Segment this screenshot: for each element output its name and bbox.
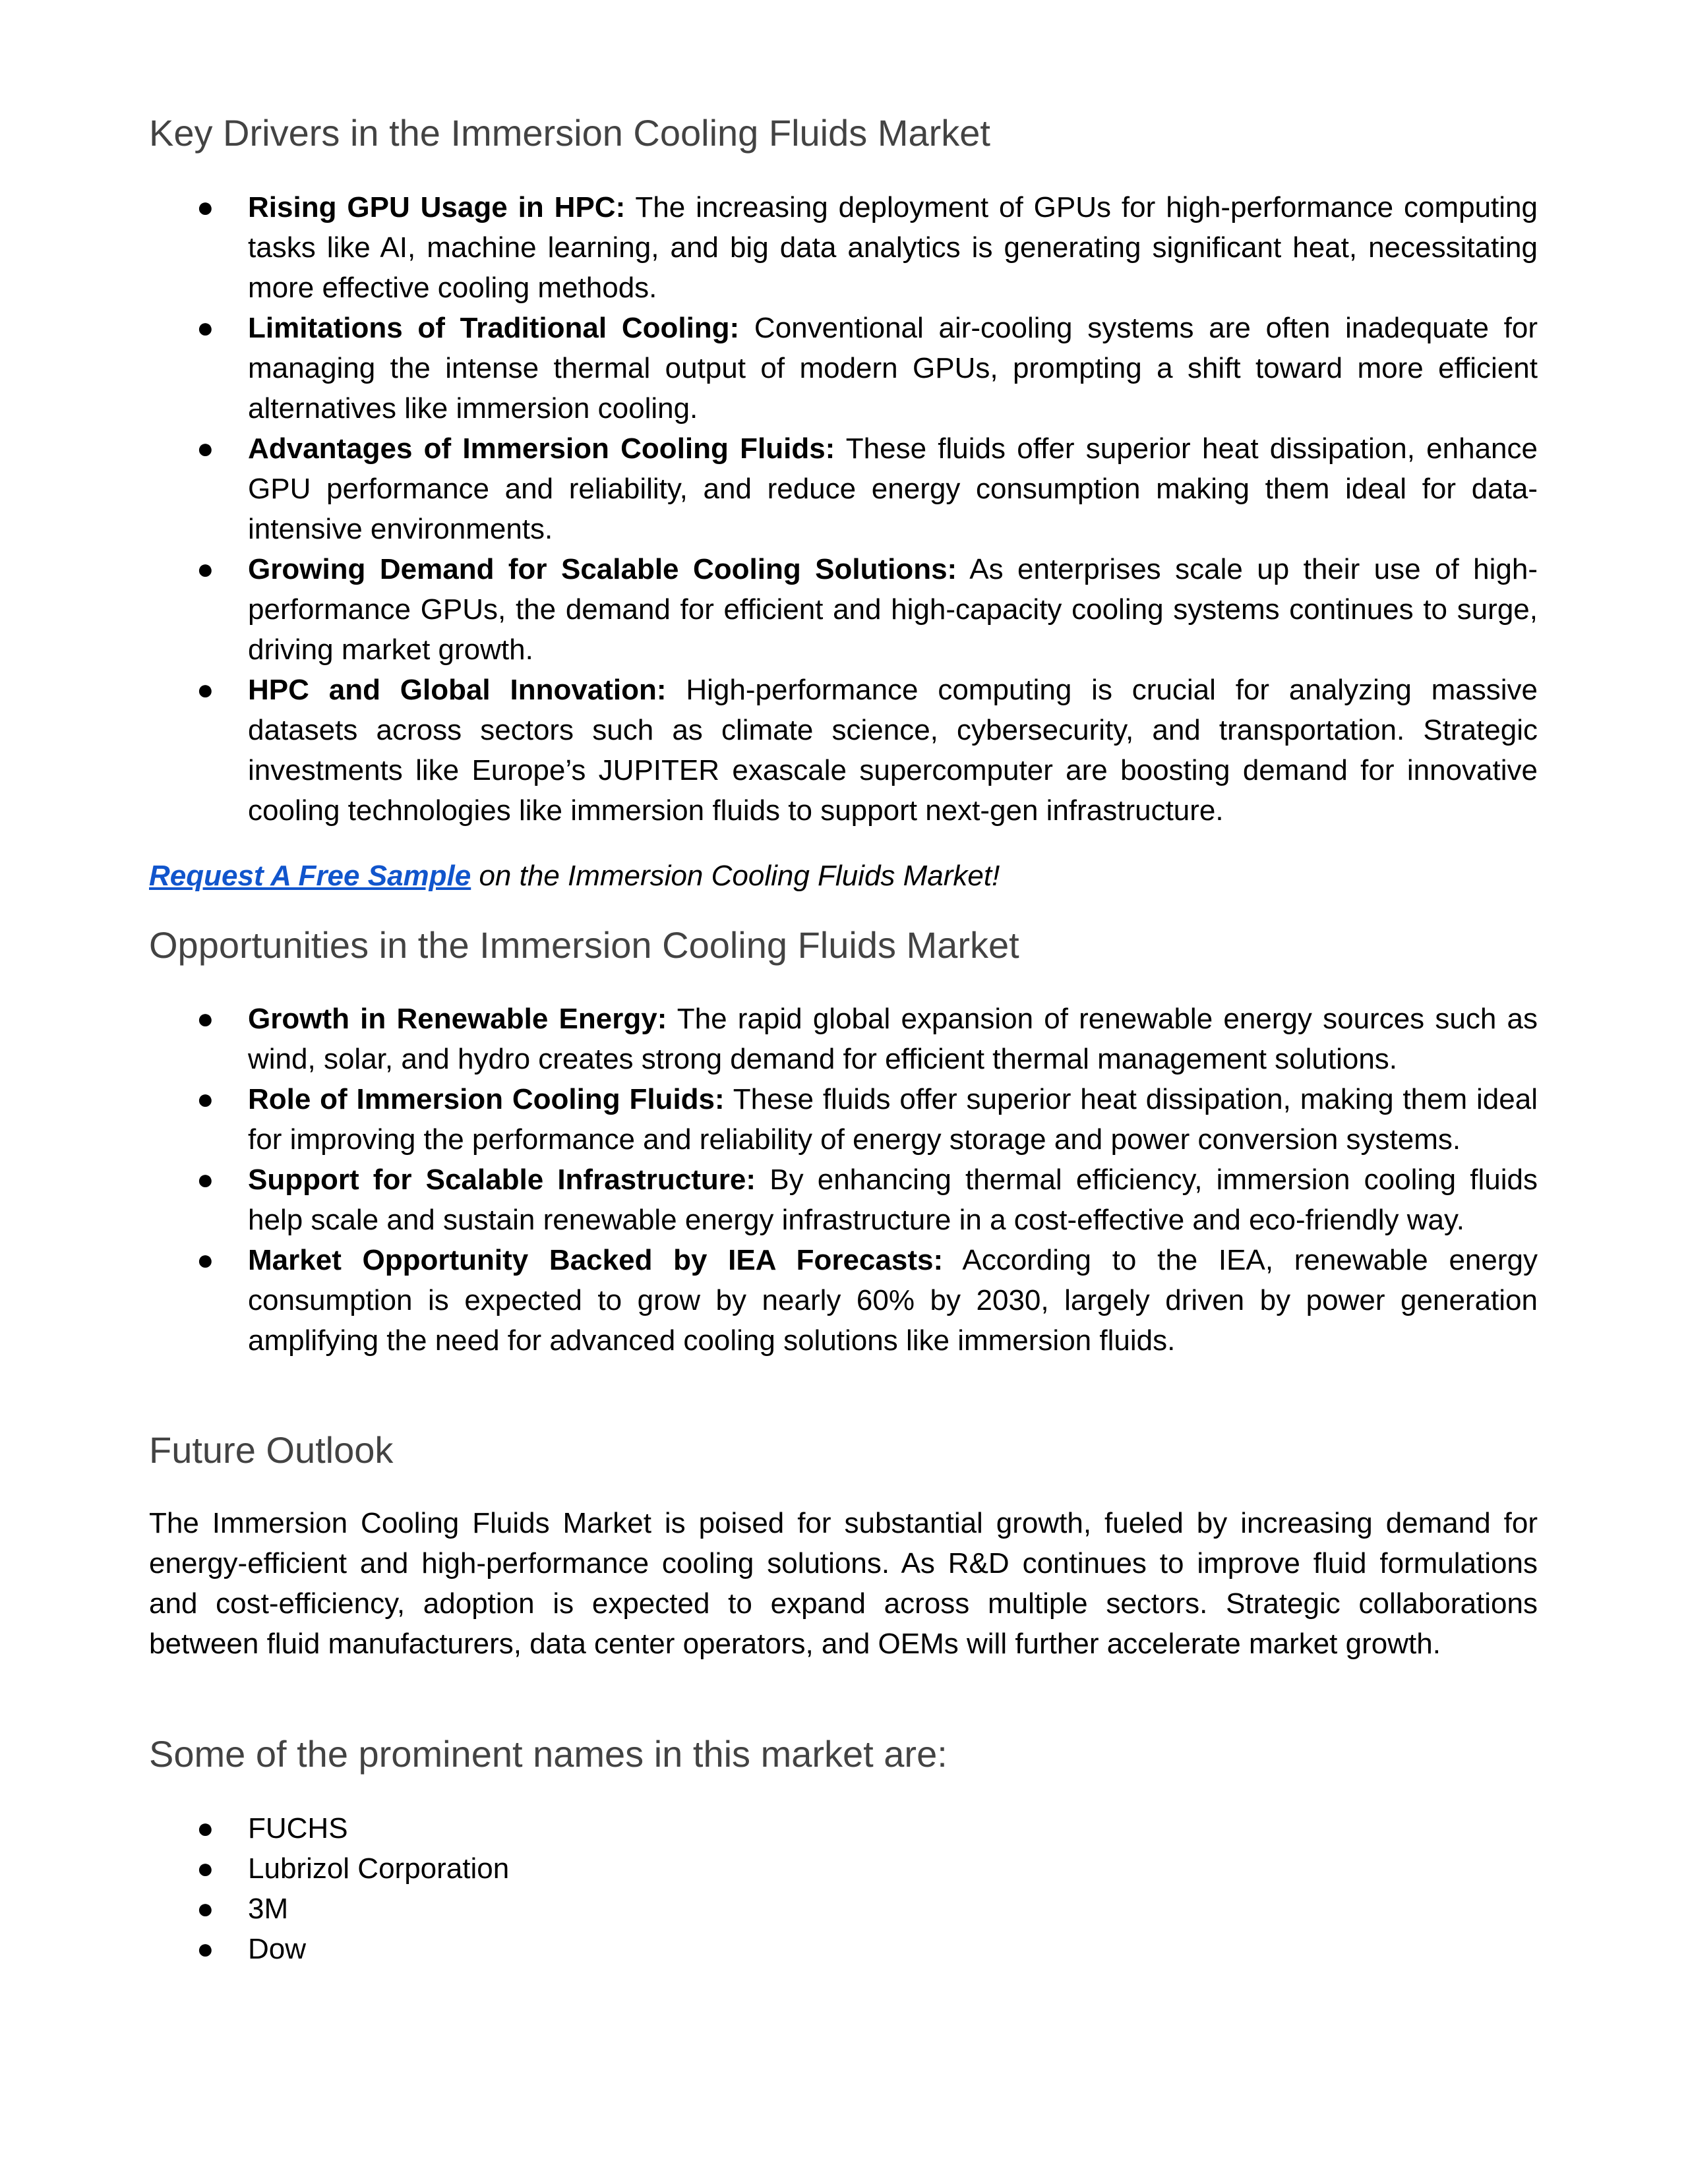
item-title: Market Opportunity Backed by IEA Forecasts: [248,1244,944,1276]
item-title: HPC and Global Innovation: [248,674,667,706]
list-item [149,428,1538,549]
list-item [149,1808,1538,1848]
item-text: These fluids offer superior heat dissipation, enhance GPU performance and reliability, and reduce energy consumption making them ideal for data-intensive environments. [248,432,1538,545]
future-outlook-heading: Future Outlook [149,1429,394,1471]
prominent-names-list [149,1808,1538,1969]
list-item [149,308,1538,428]
item-text: The increasing deployment of GPUs for high-performance computing tasks like AI, machine learning, and big data analytics is generating significant heat, necessitating more effective cooling methods. [248,191,1538,304]
list-item [149,1929,1538,1969]
item-text: Conventional air-cooling systems are often inadequate for managing the intense thermal output of modern GPUs, prompting a shift toward more efficient alternatives like immersion cooling. [248,312,1538,425]
item-text: According to the IEA, renewable energy consumption is expected to grow by nearly 60% by 2030, largely driven by power generation amplifying the need for advanced cooling solutions like immersion fluids. [248,1244,1538,1357]
item-text: High-performance computing is crucial for analyzing massive datasets across sectors such as climate science, cybersecurity, and transportation. Strategic investments like Europe’s JUPITER exascale supercomputer are boosting demand for innovative cooling technologies like immersion fluids to support next-gen infrastructure. [248,674,1538,827]
bullet-icon: ● [196,312,214,344]
item-title: Role of Immersion Cooling Fluids: [248,1083,725,1115]
item-text: As enterprises scale up their use of high-performance GPUs, the demand for efficient and high-capacity cooling systems continues to surge, driving market growth. [248,553,1538,666]
bullet-icon: ● [196,553,214,585]
bullet-icon: ● [196,1164,214,1196]
item-title: Growing Demand for Scalable Cooling Solutions: [248,553,957,585]
future-outlook-paragraph: The Immersion Cooling Fluids Market is poised for substantial growth, fueled by increasing demand for energy-efficient and high-performance cooling solutions. As R&D continues to improve fluid formulations and cost-efficiency, adoption is expected to expand across multiple sectors. Strategic collaborations between fluid manufacturers, data center operators, and OEMs will further accelerate market growth. [149,1507,1538,1660]
bullet-icon: ● [196,1244,214,1276]
bullet-icon: ● [196,191,214,223]
bullet-icon: ● [196,1812,214,1845]
list-item [149,1160,1538,1240]
list-item [149,1848,1538,1889]
company-name: Lubrizol Corporation [248,1852,510,1885]
bullet-icon: ● [196,674,214,706]
company-name: FUCHS [248,1812,348,1845]
company-name: 3M [248,1893,289,1925]
list-item [149,1079,1538,1160]
list-item [149,549,1538,670]
list-item [149,187,1538,308]
item-title: Support for Scalable Infrastructure: [248,1164,756,1196]
item-title: Rising GPU Usage in HPC: [248,191,626,223]
request-sample-text: on the Immersion Cooling Fluids Market! [471,860,1000,892]
bullet-icon: ● [196,1933,214,1965]
item-title: Growth in Renewable Energy: [248,1003,667,1035]
item-text: These fluids offer superior heat dissipation, making them ideal for improving the performance and reliability of energy storage and power conversion systems. [248,1083,1538,1156]
bullet-icon: ● [196,1003,214,1035]
opportunities-list [149,999,1538,1361]
bullet-icon: ● [196,432,214,465]
list-item [149,999,1538,1079]
item-text: By enhancing thermal efficiency, immersion cooling fluids help scale and sustain renewable energy infrastructure in a cost-effective and eco-friendly way. [248,1164,1538,1236]
request-sample-link[interactable]: Request A Free Sample [149,860,471,892]
company-name: Dow [248,1933,307,1965]
bullet-icon: ● [196,1083,214,1115]
opportunities-heading: Opportunities in the Immersion Cooling Fluids Market [149,924,1019,966]
list-item [149,1240,1538,1361]
list-item [149,1889,1538,1929]
key-drivers-list [149,187,1538,831]
item-text: The rapid global expansion of renewable energy sources such as wind, solar, and hydro creates strong demand for efficient thermal management solutions. [248,1003,1538,1075]
request-sample-line [149,856,1538,896]
key-drivers-heading: Key Drivers in the Immersion Cooling Fluids Market [149,112,990,154]
item-title: Limitations of Traditional Cooling: [248,312,740,344]
item-title: Advantages of Immersion Cooling Fluids: [248,432,835,465]
bullet-icon: ● [196,1852,214,1885]
list-item [149,670,1538,831]
bullet-icon: ● [196,1893,214,1925]
prominent-names-heading: Some of the prominent names in this market are: [149,1733,948,1775]
